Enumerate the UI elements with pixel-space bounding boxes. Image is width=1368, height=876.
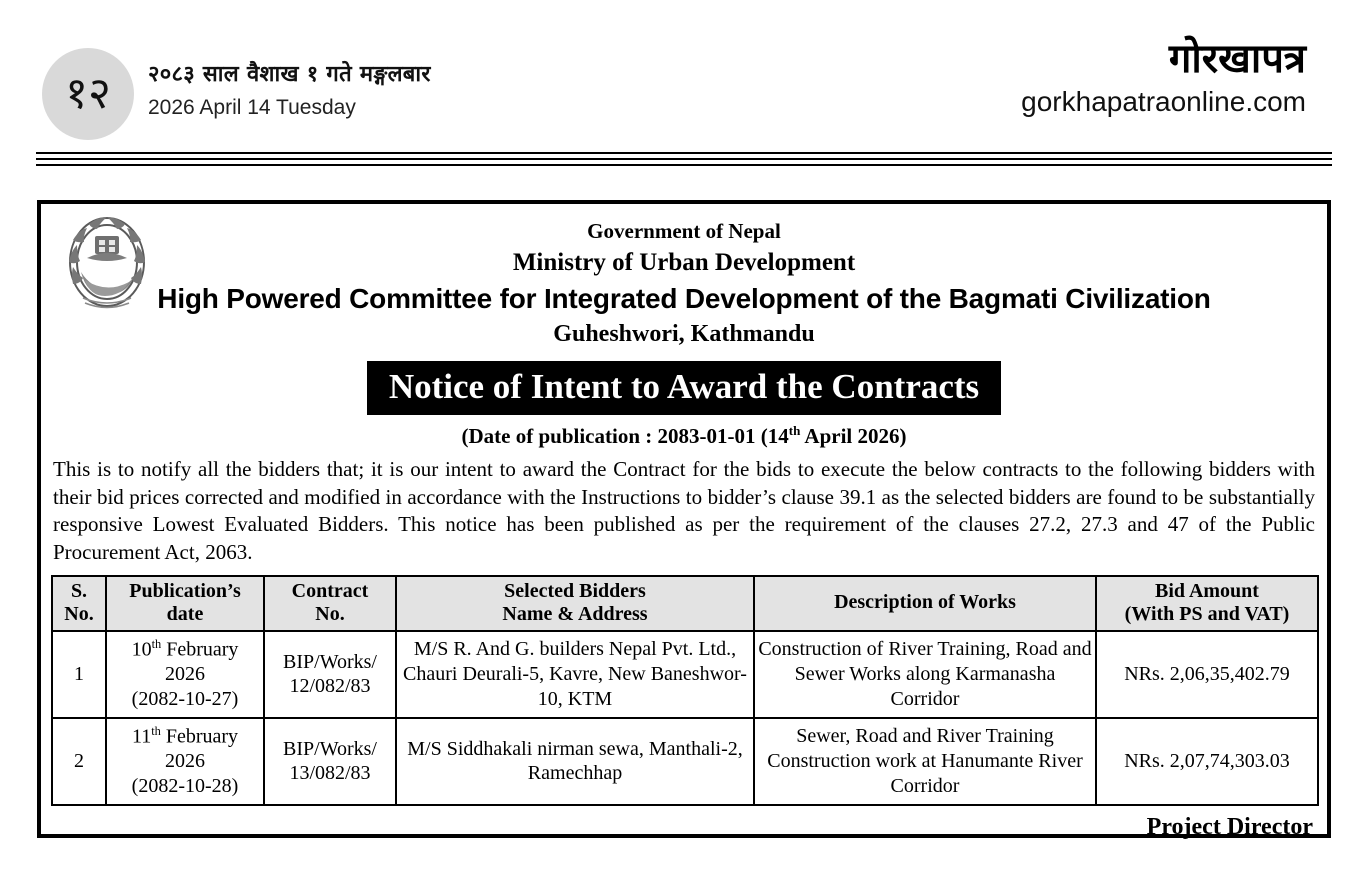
cell-pubdate-month: February [161, 638, 239, 661]
brand-block [1021, 38, 1306, 118]
header-bidder-line1: Selected Bidders [504, 579, 646, 602]
notice-advertisement-box [37, 200, 1331, 838]
divider-rule-3 [36, 164, 1332, 166]
header-contract-number [264, 576, 396, 631]
header-amount-line2: (With PS and VAT) [1124, 603, 1290, 626]
date-english: 2026 April 14 Tuesday [148, 96, 356, 119]
page-number-badge [42, 48, 134, 140]
publication-date-ordinal: th [788, 422, 801, 438]
org-address-line: Guheshwori, Kathmandu [553, 321, 815, 348]
cell-serial-number: 2 [52, 718, 106, 805]
table-header-row [52, 576, 1318, 631]
org-government-line: Government of Nepal [587, 219, 781, 243]
cell-pubdate-ordinal: th [151, 636, 162, 651]
cell-contract-line1: BIP/Works/ [283, 737, 377, 760]
cell-pubdate-bs: (2082-10-27) [131, 688, 239, 711]
date-nepali: २०८३ साल वैशाख १ गते मङ्गलबार [148, 62, 431, 87]
cell-serial-number: 1 [52, 631, 106, 718]
signature-project-director: Project Director [1146, 813, 1313, 840]
cell-selected-bidder: M/S Siddhakali nirman sewa, Manthali-2, Ramechhap [396, 718, 754, 805]
cell-pubdate-month: February [160, 725, 239, 748]
page-number-text: १२ [65, 68, 111, 119]
cell-contract-number [264, 631, 396, 718]
cell-bid-amount: NRs. 2,07,74,303.03 [1096, 718, 1318, 805]
date-block [148, 58, 431, 120]
cell-description-of-works: Construction of River Training, Road and Sewer Works along Karmanasha Corridor [754, 631, 1096, 718]
cell-pubdate-year: 2026 [165, 663, 205, 686]
cell-description-of-works: Sewer, Road and River Training Construction work at Hanumante River Corridor [754, 718, 1096, 805]
cell-pubdate-bs: (2082-10-28) [131, 775, 239, 798]
cell-contract-line1: BIP/Works/ [283, 650, 377, 673]
cell-publication-date [106, 718, 264, 805]
org-committee-line: High Powered Committee for Integrated Development of the Bagmati Civilization [157, 282, 1211, 314]
cell-publication-date [106, 631, 264, 718]
masthead [0, 0, 1368, 152]
cell-pubdate-day: 10 [131, 638, 152, 661]
masthead-divider-rules [36, 152, 1332, 166]
header-amount-line1: Bid Amount [1155, 579, 1259, 602]
cell-bid-amount: NRs. 2,06,35,402.79 [1096, 631, 1318, 718]
header-serial-number [52, 576, 106, 631]
header-description-of-works: Description of Works [754, 576, 1096, 631]
organization-heading [51, 210, 1317, 351]
org-ministry-line: Ministry of Urban Development [512, 249, 856, 277]
cell-pubdate-year: 2026 [165, 750, 205, 773]
header-pubdate-line2: date [166, 603, 204, 626]
cell-selected-bidder: M/S R. And G. builders Nepal Pvt. Ltd., Chauri Deurali-5, Kavre, New Baneshwor-10, KTM [396, 631, 754, 718]
publication-date-suffix: April 2026) [800, 423, 907, 448]
publication-date-line [51, 423, 1317, 449]
cell-contract-line2: 13/082/83 [289, 762, 371, 785]
divider-rule-2 [36, 158, 1332, 160]
notice-body-paragraph: This is to notify all the bidders that; it is our intent to award the Contract for the bids to execute the below contracts to the following bidders with their bid prices corrected and modified in accordance with the Instructions to bidder’s clause 39.1 as the selected bidders are found to be substantially responsive Lowest Evaluated Bidders. This notice has been published as per the requirement of the clauses 27.2, 27.3 and 47 of the Public Procurement Act, 2063. [53, 456, 1315, 564]
cell-pubdate-day: 11 [131, 725, 152, 748]
header-serial-line1: S. [70, 579, 88, 602]
table-row [52, 718, 1318, 805]
notice-title-wrapper [51, 361, 1317, 415]
nepal-government-emblem-icon [59, 210, 155, 318]
brand-website-url[interactable]: gorkhapatraonline.com [1021, 86, 1306, 117]
header-bid-amount [1096, 576, 1318, 631]
cell-contract-number [264, 718, 396, 805]
publication-date-prefix: (Date of publication : 2083-01-01 (14 [461, 423, 789, 448]
header-bidder-line2: Name & Address [502, 603, 648, 626]
header-serial-line2: No. [64, 603, 94, 626]
divider-rule-1 [36, 152, 1332, 154]
header-publication-date [106, 576, 264, 631]
header-selected-bidders [396, 576, 754, 631]
header-contract-line2: No. [315, 603, 345, 626]
bids-table [51, 575, 1319, 806]
notice-title-banner: Notice of Intent to Award the Contracts [367, 361, 1001, 415]
table-row [52, 631, 1318, 718]
cell-contract-line2: 12/082/83 [289, 675, 371, 698]
header-pubdate-line1: Publication’s [129, 579, 241, 602]
brand-name-nepali: गोरखापत्र [1168, 36, 1306, 82]
cell-pubdate-ordinal: th [151, 723, 161, 738]
header-contract-line1: Contract [291, 579, 369, 602]
